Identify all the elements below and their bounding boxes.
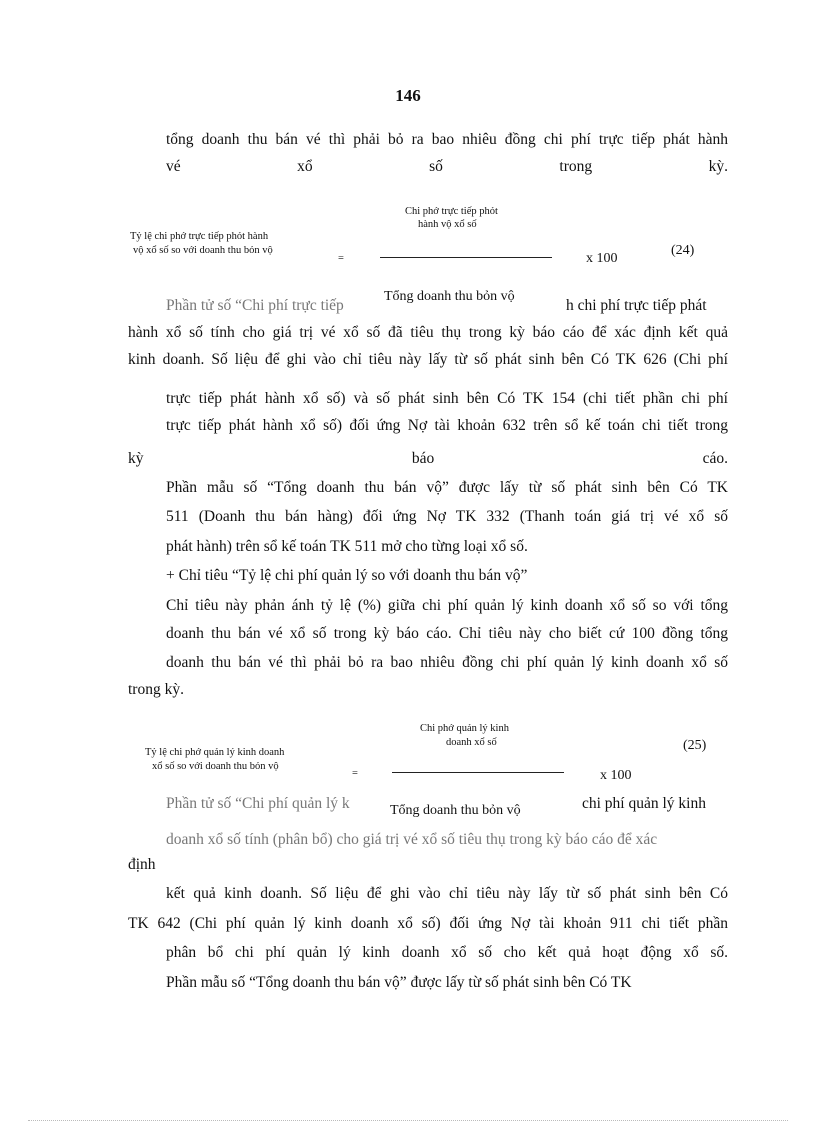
formula-25-numerator-line-2: doanh xổ số bbox=[446, 737, 497, 748]
text-line-13: Chỉ tiêu này phản ánh tỷ lệ (%) giữa chi phí quản lý kinh doanh xổ số so với tổng bbox=[166, 597, 728, 614]
formula-25-label: (25) bbox=[683, 738, 707, 753]
text-line-6: trực tiếp phát hành xổ số) và số phát sinh bên Có TK 154 (chi tiết phần chi phí bbox=[166, 390, 728, 407]
formula-24-label: (24) bbox=[671, 243, 695, 258]
text-line-15: doanh thu bán vé thì phải bỏ ra bao nhiêu đồng chi phí quản lý kinh doanh xổ số bbox=[166, 654, 728, 671]
formula-25-equals: = bbox=[352, 768, 358, 779]
text-line-20: kết quả kinh doanh. Số liệu để ghi vào chỉ tiêu này lấy từ số phát sinh bên Có bbox=[166, 885, 728, 902]
word: kỳ. bbox=[708, 158, 728, 175]
text-line-16: trong kỳ. bbox=[128, 681, 184, 698]
text-line-22: phân bổ chi phí quản lý kinh doanh xổ số cho kết quả hoạt động xổ số. bbox=[166, 944, 728, 961]
text-line-19: định bbox=[128, 856, 156, 873]
text-line-12: + Chỉ tiêu “Tỷ lệ chi phí quản lý so với doanh thu bán vộ” bbox=[166, 567, 528, 584]
formula-24-numerator-line-1: Chi phớ trực tiếp phỏt bbox=[405, 206, 498, 217]
page-bottom-rule bbox=[28, 1120, 788, 1121]
text-line-5: kinh doanh. Số liệu để ghi vào chỉ tiêu này lấy từ số phát sinh bên Có TK 626 (Chi phí bbox=[128, 351, 728, 368]
formula-24-left-line-1: Tỷ lệ chi phớ trực tiếp phỏt hành bbox=[130, 231, 269, 242]
text-line-18: doanh xổ số tính (phân bổ) cho giá trị vé xổ số tiêu thụ trong kỳ báo cáo để xác bbox=[166, 831, 658, 848]
word: xổ bbox=[297, 158, 313, 175]
word: số bbox=[429, 158, 443, 175]
formula-25-numerator-line-1: Chi phớ quản lý kinh bbox=[420, 723, 509, 734]
formula-25-fraction-bar bbox=[392, 772, 564, 773]
text-line-10: 511 (Doanh thu bán hàng) đối ứng Nợ TK 332 (Thanh toán giá trị vé xổ số bbox=[166, 508, 728, 525]
word: kỳ bbox=[128, 450, 144, 467]
text-line-9: Phần mẫu số “Tổng doanh thu bán vộ” được lấy từ số phát sinh bên Có TK bbox=[166, 479, 728, 496]
formula-24-fraction-bar bbox=[380, 257, 552, 258]
text-line-3b: h chi phí trực tiếp phát bbox=[566, 297, 707, 314]
text-line-8 bbox=[128, 449, 728, 469]
formula-24-left-line-2: vộ xổ số so với doanh thu bỏn vộ bbox=[133, 245, 273, 256]
word: cáo. bbox=[702, 450, 728, 467]
text-line-1: tổng doanh thu bán vé thì phải bỏ ra bao nhiêu đồng chi phí trực tiếp phát hành bbox=[166, 131, 728, 148]
text-line-11: phát hành) trên sổ kế toán TK 511 mở cho từng loại xổ số. bbox=[166, 538, 528, 555]
formula-25-left-line-2: xổ số so với doanh thu bỏn vộ bbox=[152, 761, 279, 772]
text-line-17b: chi phí quản lý kinh bbox=[582, 795, 706, 812]
word: trong bbox=[559, 158, 593, 175]
text-line-23: Phần mẫu số “Tổng doanh thu bán vộ” được lấy từ số phát sinh bên Có TK bbox=[166, 974, 632, 991]
text-line-14: doanh thu bán vé xổ số trong kỳ báo cáo. Chỉ tiêu này cho biết cứ 100 đồng tổng bbox=[166, 625, 728, 642]
formula-24-equals: = bbox=[338, 253, 344, 264]
formula-25-times: x 100 bbox=[600, 768, 632, 783]
formula-24-numerator-line-2: hành vộ xổ số bbox=[418, 219, 477, 230]
page-number: 146 bbox=[395, 86, 421, 105]
formula-25-left-line-1: Tỷ lệ chi phớ quản lý kinh doanh bbox=[145, 747, 285, 758]
text-line-17a: Phần tử số “Chi phí quản lý k bbox=[166, 795, 350, 812]
word: vé bbox=[166, 158, 181, 175]
text-line-2 bbox=[166, 157, 728, 177]
text-line-21: TK 642 (Chi phí quản lý kinh doanh xổ số) đối ứng Nợ tài khoản 911 chi tiết phần bbox=[128, 915, 728, 932]
formula-24-denominator: Tổng doanh thu bỏn vộ bbox=[384, 289, 515, 304]
formula-25-denominator: Tổng doanh thu bỏn vộ bbox=[390, 803, 521, 818]
word: báo bbox=[411, 450, 435, 467]
text-line-4: hành xổ số tính cho giá trị vé xổ số đã tiêu thụ trong kỳ báo cáo để xác định kết quả bbox=[128, 324, 728, 341]
formula-24-times: x 100 bbox=[586, 251, 618, 266]
text-line-7: trực tiếp phát hành xổ số) đối ứng Nợ tài khoản 632 trên sổ kế toán chi tiết trong bbox=[166, 417, 728, 434]
text-line-3a: Phần tử số “Chi phí trực tiếp bbox=[166, 297, 344, 314]
